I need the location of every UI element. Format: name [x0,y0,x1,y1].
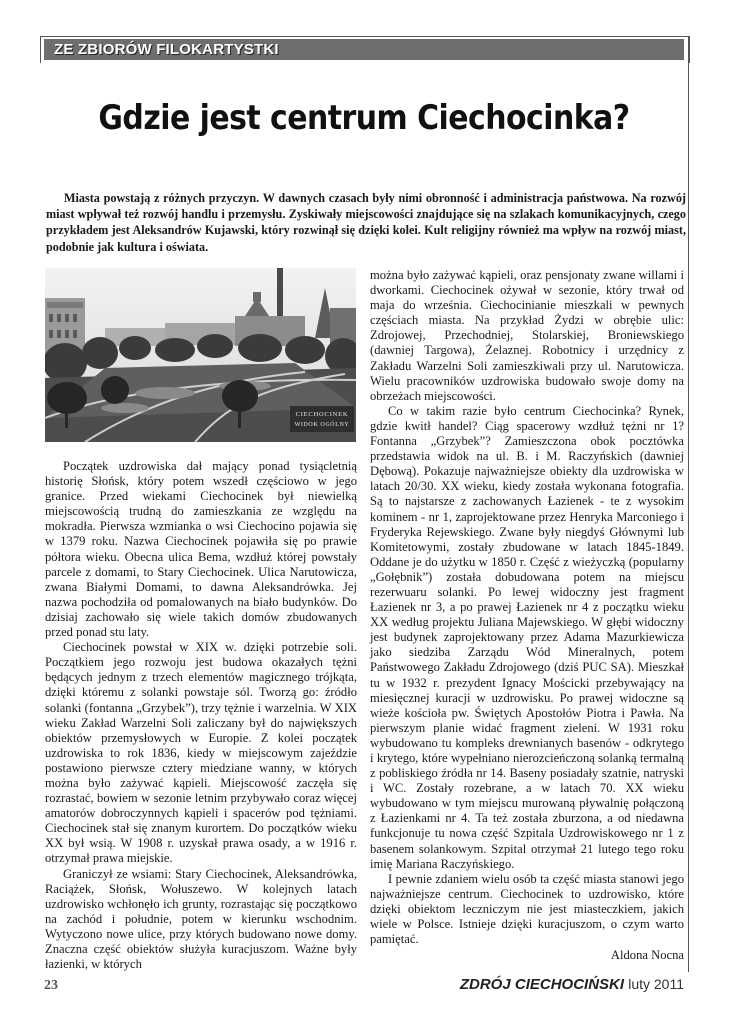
photo-caption-subtitle: WIDOK OGÓLNY [294,422,350,428]
right-rule [688,36,689,972]
page-number: 23 [44,978,58,993]
column-left [45,459,357,972]
paragraph: Graniczył ze wsiami: Stary Ciechocinek, Aleksandrówka, Raciążek, Słońsk, Wołuszewo. W kolejnych latach uzdrowisko wchłonęło ich grunty, rozrastając się początkowo na zachód i południe, potem w kierunku wschodnim. Wytyczono nowe ulice, przy których budowano nowe domy. Znaczna część obiektów służyła kuracjuszom. Ważne były łazienki, w których [45,866,357,972]
paragraph: Co w takim razie było centrum Ciechocinka? Rynek, gdzie kwitł handel? Ciąg spacerowy wzdłuż tężni nr 1? Fontanna „Grzybek”? Zamieszczona obok pocztówka przedstawia widok na ul. B. i M. Raczyńskich (dawniej Dębową). Pokazuje najważniejsze obiekty dla uzdrowiska w latach 20/30. XX wieku, kiedy została wykonana fotografia. Są to najstarsze z zachowanych Łazienek - te z wysokim kominem - nr 1, zaprojektowane przez Henryka Marconiego i Fryderyka Rejewskiego. Zwane były niegdyś Głównymi lub Komitetowymi, zostały zbudowane w latach 1845-1849. Oddane je do użytku w 1850 r. Część z wieżyczką (popularny „Gołębnik”) została dobudowana potem na miejscu rezerwuaru solanki. Po lewej widoczny jest fragment Łazienek nr 3, a po prawej Łazienek nr 4 z początku wieku XX według projektu Juliana Majewskiego. W głębi widoczny jest budynek zaprojektowany przez Adama Mazurkiewicza jako siedziba Zarządu Wód Mineralnych, potem Państwowego Zakładu Zdrojowego (dziś PUC SA). Mieszkał tu w 1932 r. prezydent Ignacy Mościcki przebywający na miesięcznej kuracji w uzdrowisku. Po prawej widoczne są wieże kościoła pw. Świętych Apostołów Piotra i Pawła. Na pierwszym planie widać fragment zieleni. W 1931 roku wybudowano tu kompleks drewnianych basenów - odkrytego i krytego, które wypełniano nierozcieńczoną solanką termalną z pobliskiego źródła nr 14. Baseny posiadały szatnie, natryski i WC. Zostały rozebrane, a w latach 70. XX wieku wybudowano w tym miejscu murowaną pływalnię połączoną z Łazienkami nr 4. Ta też została zburzona, a od niedawna funkcjonuje tu nowa część Szpitala Uzdrowiskowego nr 1 z basenem solankowym. Szpital otrzymał 21 lutego tego roku imię Mariana Raczyńskiego. [370,403,684,871]
magazine-footer [460,976,684,993]
paragraph: można było zażywać kąpieli, oraz pensjonaty zwane willami i dworkami. Ciechocinek ożywał w sezonie, który trwał od maja do września. Ciechocinianie mieszkali w pewnych częściach miasta. Na przykład Żydzi w obrębie ulic: Zdrojowej, Przechodniej, Stolarskiej, Broniewskiego (dawniej Targowa), Żelaznej. Robotnicy i urzędnicy z Zakładu Warzelni Soli zamieszkiwali przy ul. Narutowicza. Wielu pracowników uzdrowiska budowało swoje domy na obrzeżach miejscowości. [370,268,684,403]
author-signature: Aldona Nocna [610,948,684,963]
magazine-name: ZDRÓJ CIECHOCIŃSKI [459,976,625,993]
article-lead: Miasta powstają z różnych przyczyn. W dawnych czasach były nimi obronność i administracja państwowa. Na rozwój miast wpływał też rozwój handlu i przemysłu. Zyskiwały miejscowości znajdujące się na szlakach komunikacyjnych, czego przykładem jest Aleksandrów Kujawski, który rozwinął się dzięki kolei. Kult religijny również ma wpływ na rozwój miast, podobnie jak kultura i oświata. [46,191,686,254]
issue-date: luty 2011 [628,976,684,992]
paragraph: Ciechocinek powstał w XIX w. dzięki potrzebie soli. Początkiem jego rozwoju jest budowa okazałych tężni będących jednym z trzech elementów magicznego trójkąta, dzięki któremu z solanki powstaje sól. Tworzą go: źródło solanki (fontanna „Grzybek”), trzy tężnie i warzelnia. W XIX wieku Zakład Warzelni Soli zaliczany był do największych obiektów przemysłowych w Europie. Z kolei początek uzdrowiska to rok 1836, kiedy w miejscowym zajeździe postawiono pierwsze cztery miedziane wanny, w których można było zażywać kąpieli. Miejscowość zaczęła się rozrastać, bowiem w sezonie letnim przybywało coraz więcej amatorów dobroczynnych kąpieli i spacerów pod tężniami. Ciechocinek stał się znanym kurortem. Do początków wieku XX był wsią. W 1908 r. uzyskał prawa osady, a w 1916 r. otrzymał prawa miejskie. [45,640,357,866]
column-right [370,268,684,963]
postcard-photo [45,268,356,442]
paragraph: I pewnie zdaniem wielu osób ta część miasta stanowi jego najważniejsze centrum. Ciechocinek to uzdrowisko, które dzięki obiektom leczniczym nie jest miasteczkiem, jakich wiele w Polsce. Istnieje dzięki kuracjuszom, o czym warto pamiętać. [370,871,684,947]
paragraph: Początek uzdrowiska dał mający ponad tysiącletnią historię Słońsk, który potem wszedł częściowo w jego granice. Przed wiekami Ciechocinek był niewielką miejscowością trudną do zamieszkania ze względu na mokradła. Pierwsza wzmianka o wsi Ciechocino pojawia się w 1379 roku. Nazwa Ciechocinek pojawiła się po prawie półtora wieku. Obecna ulica Bema, wzdłuż której powstały parcele z domami, to Stary Ciechocinek. Ulica Narutowicza, zwana Białymi Domami, to dawna Aleksandrówka. Jej nazwa pochodziła od pomalowanych na biało budynków. Do dzisiaj zachowało się wiele takich domów zbudowanych przed ponad stu laty. [45,459,357,640]
section-label: ZE ZBIORÓW FILOKARTYSTKI [54,41,279,58]
photo-caption-title: CIECHOCINEK [295,411,349,418]
section-header [44,39,684,60]
article-title: Gdzie jest centrum Ciechocinka? [98,98,630,138]
postcard-photo-image [45,268,356,442]
